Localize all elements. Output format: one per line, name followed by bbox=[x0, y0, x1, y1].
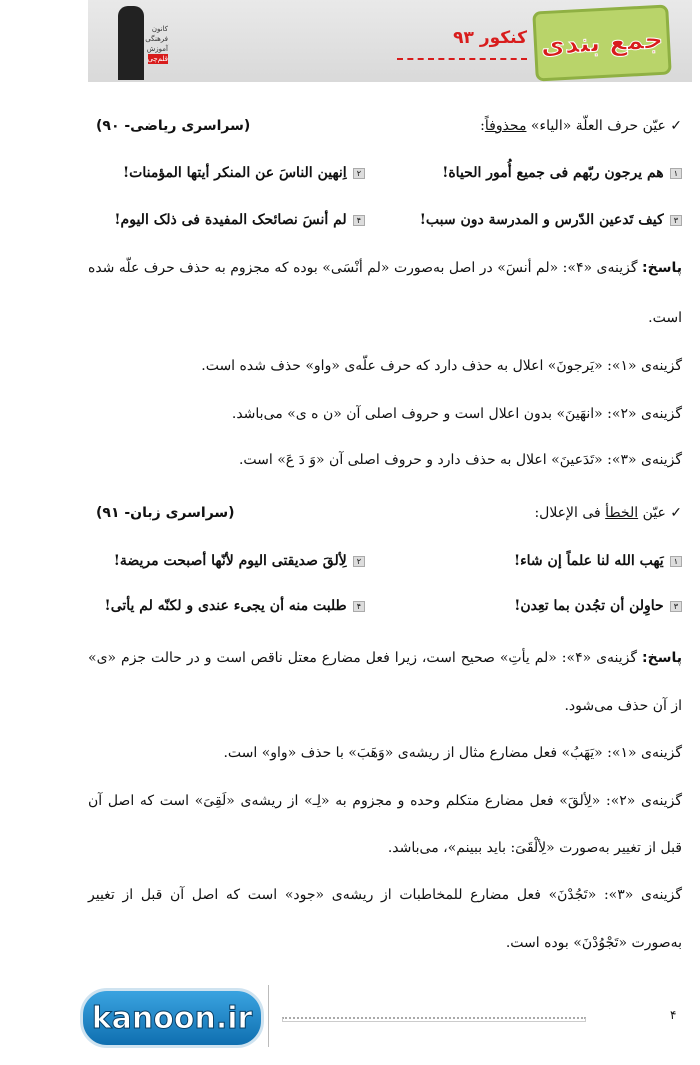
option-number: ۴ bbox=[353, 601, 365, 612]
q1-option-1 bbox=[442, 165, 682, 181]
q1-explanation: گزینه‌ی «۲»: «انهَینَ» بدون اعلال است و حروف اصلی آن «ن ه ی» می‌باشد. bbox=[231, 406, 682, 422]
q2-explanation: به‌صورت «تَجْوُدْنَ» بوده است. bbox=[505, 935, 682, 951]
answer-text: گزینه‌ی «۴»: «لم یأتِ» صحیح است، زیرا فعل مضارع معتل ناقص است و در حالت جزم «ی» bbox=[88, 650, 638, 666]
stem-underlined: الخطأ bbox=[605, 505, 639, 521]
option-text: کیف تَدعین الدّرس و المدرسة دون سبب! bbox=[419, 212, 664, 228]
kanoon-logo[interactable] bbox=[80, 988, 264, 1048]
q2-option-2 bbox=[114, 553, 365, 569]
org-line: فرهنگی bbox=[145, 35, 168, 43]
brand-text: جمع بندی bbox=[540, 24, 664, 62]
footer-divider bbox=[268, 985, 269, 1047]
q1-option-3 bbox=[420, 212, 682, 228]
option-number: ۲ bbox=[353, 168, 365, 179]
footer-dotted-rule bbox=[282, 1017, 586, 1022]
option-text: حاوِلن أن تجُدن بما تعِدن! bbox=[514, 598, 664, 614]
option-text: طلبت منه أن یجیء عندی و لکنّه لم یأتی! bbox=[104, 598, 347, 614]
q2-answer bbox=[88, 650, 682, 666]
stem-text: فی الإعلال: bbox=[534, 505, 606, 521]
brand-logo bbox=[532, 4, 671, 81]
q1-option-4 bbox=[114, 212, 365, 228]
page-number: ۴ bbox=[670, 1008, 677, 1022]
q2-option-3 bbox=[514, 598, 682, 614]
org-logo-text bbox=[145, 24, 168, 64]
org-line: قلم‌چی bbox=[147, 55, 168, 63]
question-2-source: (سراسری زبان- ۹۱) bbox=[96, 505, 235, 521]
q2-explanation: گزینه‌ی «۱»: «یَهَبُ» فعل مضارع مثال از ریشه‌ی «وَهَبَ» با حذف «واو» است. bbox=[223, 745, 682, 761]
option-text: یَهب الله لنا علماً إن شاء! bbox=[513, 553, 664, 569]
logo-text: kanoon.ir bbox=[91, 1000, 253, 1036]
option-number: ۱ bbox=[670, 168, 682, 179]
stem-text: ✓ عیّن bbox=[638, 505, 682, 521]
option-number: ۳ bbox=[670, 215, 682, 226]
header-subtitle: کنکور ۹۳ bbox=[453, 28, 527, 48]
option-number: ۴ bbox=[353, 215, 365, 226]
answer-label: پاسخ: bbox=[642, 650, 682, 666]
q2-explanation: قبل از تغییر به‌صورت «لِألْقَیَ: باید ببینم»، می‌باشد. bbox=[387, 840, 682, 856]
q1-explanation: گزینه‌ی «۳»: «تَدَعینَ» اعلال به حذف دارد و حروف اصلی آن «وَ دَ عَ» است. bbox=[238, 452, 682, 468]
graduate-figure-logo bbox=[118, 6, 144, 80]
question-2-stem bbox=[534, 505, 682, 521]
option-number: ۲ bbox=[353, 556, 365, 567]
q1-answer-cont: است. bbox=[648, 310, 682, 326]
answer-text: گزینه‌ی «۴»: «لم أنسَ» در اصل به‌صورت «لم أنْسَی» بوده که مجزوم به حذف حرف علّه شده bbox=[88, 260, 638, 276]
option-text: لِألقَ صدیقتی الیوم لأنّها أصبحت مریضة! bbox=[113, 553, 347, 569]
option-number: ۱ bbox=[670, 556, 682, 567]
stem-underlined: محذوفاً bbox=[484, 118, 527, 134]
q2-option-4 bbox=[105, 598, 365, 614]
org-line: آموزش bbox=[146, 45, 168, 53]
q2-explanation: گزینه‌ی «۲»: «لِألقَ» فعل مضارع متکلم وحده و مجزوم به «لِـ» از ریشه‌ی «لَقِیَ» است که اصل آن bbox=[88, 793, 682, 809]
stem-text: : bbox=[480, 118, 485, 134]
q2-explanation: گزینه‌ی «۳»: «تَجُدْنَ» فعل مضارع للمخاطبات از ریشه‌ی «جود» است که اصل آن قبل از تغییر bbox=[88, 887, 682, 903]
option-text: اِنهین الناسَ عن المنکر أیتها المؤمنات! bbox=[123, 165, 347, 181]
q1-answer bbox=[88, 260, 682, 276]
question-1-source: (سراسری ریاضی- ۹۰) bbox=[96, 118, 251, 134]
answer-label: پاسخ: bbox=[642, 260, 683, 276]
question-1-stem bbox=[480, 118, 682, 134]
option-number: ۳ bbox=[670, 601, 682, 612]
org-line: کانون bbox=[151, 25, 168, 33]
option-text: هم یرجون ربّهم فی جمیع أُمور الحیاة! bbox=[442, 165, 664, 181]
q2-answer-cont: از آن حذف می‌شود. bbox=[564, 698, 682, 714]
header-dashed-rule bbox=[397, 58, 527, 60]
q1-option-2 bbox=[123, 165, 365, 181]
page-header bbox=[88, 0, 692, 82]
stem-text: ✓ عیّن حرف العلّة «الیاء» bbox=[526, 118, 682, 134]
q1-explanation: گزینه‌ی «۱»: «یَرجونَ» اعلال به حذف دارد که حرف علّه‌ی «واو» حذف شده است. bbox=[201, 358, 682, 374]
q2-option-1 bbox=[514, 553, 682, 569]
option-text: لم أنسَ نصائحک المفیدة فی ذلک الیوم! bbox=[114, 212, 347, 228]
